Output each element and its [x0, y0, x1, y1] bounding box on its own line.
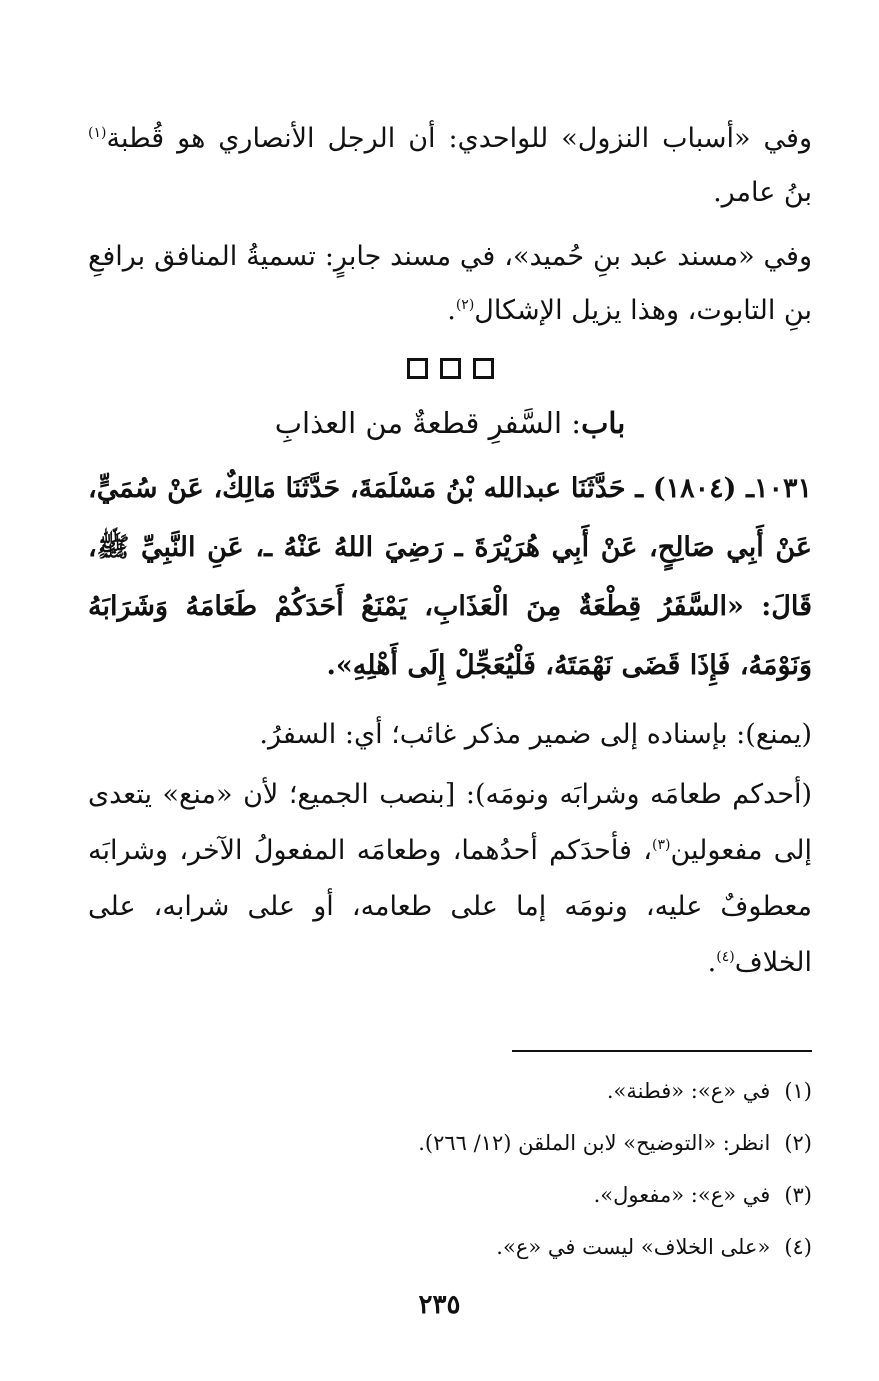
explanation-text: (أحدكم طعامَه وشرابَه ونومَه): [بنصب الجميع؛ لأن «منع» يتعدى إلى مفعولين [88, 779, 812, 866]
footnote-ref-2[interactable]: (٢) [455, 297, 475, 313]
paragraph-text: وفي «أسباب النزول» للواحدي: أن الرجل الأنصاري هو قُطبة [106, 123, 812, 154]
square-ornament-icon [440, 358, 461, 379]
footnote-number: (١) [784, 1079, 812, 1103]
footnote-item [88, 1169, 812, 1221]
page-body [88, 112, 812, 995]
page-number: ٢٣٥ [418, 1290, 461, 1320]
chapter-label: باب [581, 406, 626, 440]
paragraph-text: بنُ عامر. [713, 177, 812, 208]
footnote-item [88, 1065, 812, 1117]
square-ornament-icon [473, 358, 494, 379]
chapter-title: : السَّفرِ قطعةٌ من العذابِ [274, 406, 582, 440]
section-separator [88, 358, 812, 383]
paragraph-text: وفي «مسند عبد بنِ حُميد»، في مسند جابرٍ: تسميةُ المنافق برافعِ بنِ التابوت، وهذا يزيل الإشكال [88, 241, 812, 326]
footnote-divider [512, 1050, 812, 1052]
footnote-number: (٢) [784, 1131, 812, 1155]
explanation-ahadakum [88, 767, 812, 991]
footnote-text: «على الخلاف» ليست في «ع». [496, 1235, 771, 1259]
explanation-yamna: (يمنع): بإسناده إلى ضمير مذكر غائب؛ أي: السفرُ. [259, 719, 812, 750]
footnotes-section [88, 1065, 812, 1273]
footnote-ref-4[interactable]: (٤) [716, 949, 735, 965]
paragraph-musnad [88, 230, 812, 338]
chapter-heading [88, 393, 812, 453]
footnote-ref-3[interactable]: (٣) [651, 837, 671, 853]
hadith-text: ١٠٣١ـ (١٨٠٤) ـ حَدَّثَنَا عبدالله بْنُ مَسْلَمَةَ، حَدَّثَنَا مَالِكٌ، عَنْ سُمَيٍّ، عَنْ أَبِي صَالِحٍ، عَنْ أَبِي هُرَيْرَةَ ـ رَضِيَ اللهُ عَنْهُ ـ، عَنِ النَّبِيِّ ﷺ، قَالَ: «السَّفَرُ قِطْعَةٌ مِنَ الْعَذَابِ، يَمْنَعُ أَحَدَكُمْ طَعَامَهُ وَشَرَابَهُ وَنَوْمَهُ، فَإِذَا قَضَى نَهْمَتَهُ، فَلْيُعَجِّلْ إِلَى أَهْلِهِ». [88, 473, 812, 681]
footnote-ref-1[interactable]: (١) [88, 125, 107, 141]
square-ornament-icon [407, 358, 428, 379]
footnote-item [88, 1117, 812, 1169]
explanation-text: ، فأحدَكم أحدُهما، وطعامَه المفعولُ الآخر، وشرابَه معطوفٌ عليه، ونومَه إما على طعامه، أو على شرابه، على الخلاف [88, 835, 812, 978]
paragraph-text: . [447, 295, 456, 326]
explanation-text: . [707, 947, 717, 978]
footnote-text: في «ع»: «مفعول». [593, 1183, 771, 1207]
footnote-text: في «ع»: «فطنة». [606, 1079, 771, 1103]
footnote-text: انظر: «التوضيح» لابن الملقن (١٢/ ٢٦٦). [418, 1131, 771, 1155]
footnote-item [88, 1221, 812, 1273]
footnote-number: (٣) [784, 1183, 812, 1207]
paragraph-asbab-nuzul [88, 112, 812, 220]
footnote-number: (٤) [784, 1235, 812, 1259]
